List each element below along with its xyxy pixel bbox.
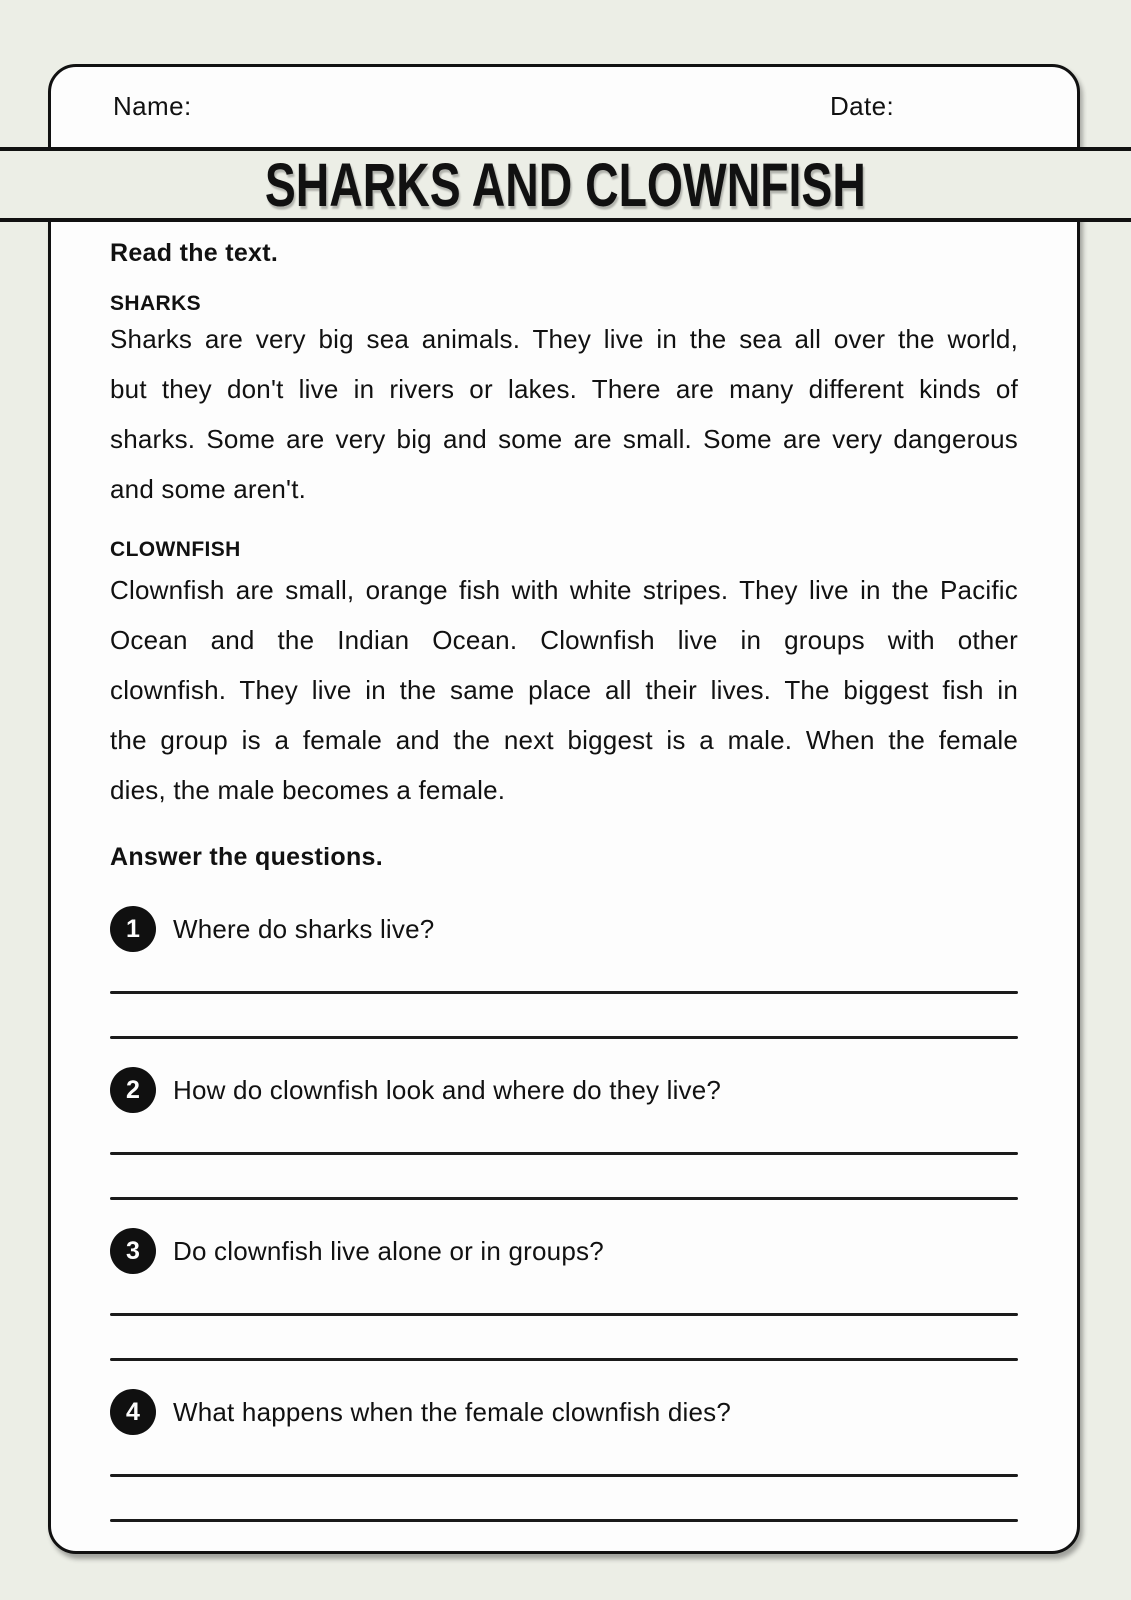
content-area: [51, 163, 1077, 1551]
question-row: [110, 1389, 1018, 1435]
question-2: [110, 1067, 1018, 1200]
passage-line: Clownfish are small, orange fish with white stripes. They live in the Pacific: [110, 575, 1018, 605]
answer-line[interactable]: [110, 1152, 1018, 1155]
read-instruction: Read the text.: [110, 239, 279, 267]
question-text: What happens when the female clownfish dies?: [173, 1396, 732, 1427]
passage-line: dies, the male becomes a female.: [110, 775, 506, 805]
question-row: [110, 906, 1018, 952]
date-label: Date:: [830, 91, 895, 121]
passage-line: Sharks are very big sea animals. They live in the sea all over the world,: [110, 324, 1018, 354]
passage-heading-clownfish: CLOWNFISH: [110, 538, 241, 561]
question-number-badge: 3: [110, 1228, 156, 1274]
answer-line[interactable]: [110, 1036, 1018, 1039]
question-number-badge: 1: [110, 906, 156, 952]
date-field: [830, 91, 1074, 122]
name-fill-area[interactable]: [192, 91, 372, 121]
name-label: Name:: [113, 91, 192, 121]
question-number-badge: 4: [110, 1389, 156, 1435]
answer-line[interactable]: [110, 1474, 1018, 1477]
worksheet-title: SHARKS AND CLOWNFISH: [265, 150, 866, 219]
answer-line[interactable]: [110, 1519, 1018, 1522]
question-text: Do clownfish live alone or in groups?: [173, 1235, 604, 1266]
answer-line[interactable]: [110, 991, 1018, 994]
question-1: [110, 906, 1018, 1039]
passage-line: Ocean and the Indian Ocean. Clownfish live in groups with other: [110, 625, 1018, 655]
question-3: [110, 1228, 1018, 1361]
passage-line: but they don't live in rivers or lakes. There are many different kinds of: [110, 374, 1018, 404]
passage-heading-sharks: SHARKS: [110, 292, 202, 315]
question-row: [110, 1067, 1018, 1113]
question-number-badge: 2: [110, 1067, 156, 1113]
answer-line[interactable]: [110, 1313, 1018, 1316]
name-field: [113, 91, 372, 122]
content-card: [48, 160, 1080, 1554]
answer-line[interactable]: [110, 1358, 1018, 1361]
question-4: [110, 1389, 1018, 1522]
question-row: [110, 1228, 1018, 1274]
passage-line: and some aren't.: [110, 474, 307, 504]
passage-clownfish: [110, 565, 1018, 815]
passage-sharks: [110, 314, 1018, 514]
passage-line: the group is a female and the next biggest is a male. When the female: [110, 725, 1018, 755]
passage-line: sharks. Some are very big and some are small. Some are very dangerous: [110, 424, 1018, 454]
date-fill-area[interactable]: [894, 91, 1074, 121]
answer-instruction: Answer the questions.: [110, 843, 384, 871]
answer-line[interactable]: [110, 1197, 1018, 1200]
title-banner: [0, 147, 1131, 222]
question-text: Where do sharks live?: [173, 913, 435, 944]
question-text: How do clownfish look and where do they live?: [173, 1074, 722, 1105]
passage-line: clownfish. They live in the same place all their lives. The biggest fish in: [110, 675, 1018, 705]
